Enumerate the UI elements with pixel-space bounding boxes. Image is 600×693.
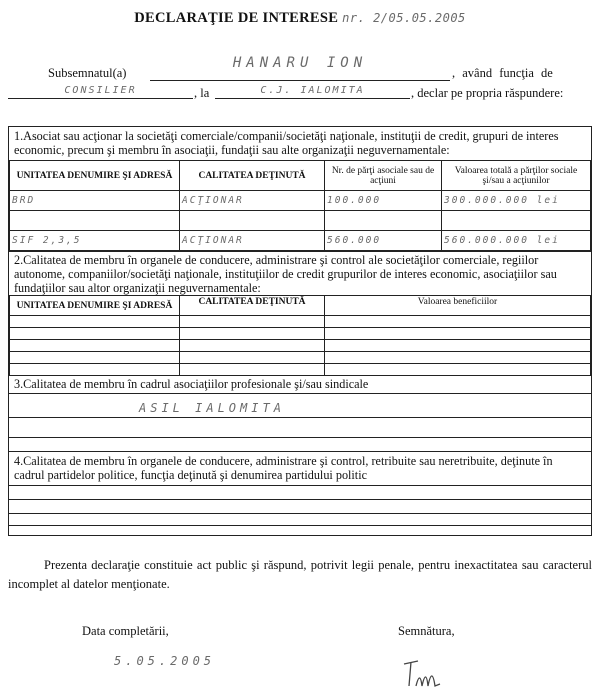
s1-header-calitatea: CALITATEA DEŢINUTĂ <box>180 161 325 191</box>
completion-date: 5.05.2005 <box>114 654 216 668</box>
divider <box>9 451 591 452</box>
section2-table <box>9 295 591 376</box>
declaration-form <box>8 126 592 536</box>
divider <box>9 417 591 418</box>
s1-header-valoarea: Valoarea totală a părţilor sociale şi/sau a acţiunilor <box>442 161 591 191</box>
declarant-institution: C.J. IALOMITA <box>260 85 365 96</box>
s1-row2-quality: ACŢIONAR <box>180 231 325 251</box>
s1-row2-unit: SIF 2,3,5 <box>10 231 180 251</box>
name-field <box>150 54 450 81</box>
divider <box>9 393 591 394</box>
date-label: Data completării, <box>82 624 169 638</box>
legal-statement: Prezenta declaraţie constituie act public şi răspund, potrivit legii penale, pentru inexactitatea sau caracterul incomplet al datelor menţionate. <box>8 558 592 591</box>
s1-header-nr-parti: Nr. de părţi asociale sau de acţiuni <box>325 161 442 191</box>
s2-header-calitatea: CALITATEA DEŢINUTĂ <box>180 296 325 316</box>
label-subsemnatul: Subsemnatul(a) <box>48 66 127 80</box>
declarant-function: CONSILIER <box>64 85 137 96</box>
table-row <box>10 191 591 211</box>
institution-field <box>215 80 410 99</box>
s1-header-unitatea: UNITATEA DENUMIRE ŞI ADRESĂ <box>10 161 180 191</box>
s1-row1-quality: ACŢIONAR <box>180 191 325 211</box>
divider <box>9 485 591 486</box>
divider <box>9 499 591 500</box>
title-text: DECLARAŢIE DE INTERESE <box>134 10 339 26</box>
s1-row2-value: 560.000.000 lei <box>442 231 591 251</box>
label-functia: , având funcţia de <box>452 66 553 80</box>
divider <box>9 437 591 438</box>
document-title <box>0 10 600 27</box>
s2-header-valoarea: Valoarea beneficiilor <box>325 296 591 316</box>
s1-row1-value: 300.000.000 lei <box>442 191 591 211</box>
registration-number: nr. 2/05.05.2005 <box>342 11 466 25</box>
section3-entry: ASIL IALOMITA <box>139 401 285 415</box>
declarant-name: HANARU ION <box>232 55 368 71</box>
s2-header-unitatea: UNITATEA DENUMIRE ŞI ADRESĂ <box>10 296 180 316</box>
signature-mark <box>400 656 444 690</box>
signature-label: Semnătura, <box>398 624 455 638</box>
section2-title: 2.Calitatea de membru în organele de conducere, administrare şi control ale societăţilor comerciale, regiilor autonome, companiilor/societăţi naţionale, instituţiilor de credit grupurilor de interes economic, asociaţiilor sau fundaţiilor sau altor organizaţii neguvernamentale: <box>14 253 557 295</box>
section4-title: 4.Calitatea de membru în organele de conducere, administrare şi control, retribuite sau neretribuite, deţinute în cadrul partidelor politice, funcţia deţinută şi denumirea partidului politic <box>14 454 553 482</box>
divider <box>9 525 591 526</box>
table-row <box>10 231 591 251</box>
function-field <box>8 80 193 99</box>
label-declar: , declar pe propria răspundere: <box>411 86 564 100</box>
s1-row1-shares: 100.000 <box>325 191 442 211</box>
divider <box>9 251 591 252</box>
divider <box>9 513 591 514</box>
label-la: , la <box>194 86 210 100</box>
divider <box>9 375 591 376</box>
section1-title: 1.Asociat sau acţionar la societăţi comerciale/companii/societăţi naţionale, instituţii de credit, grupuri de interes economic, precum şi membru în asociaţii, fundaţii sau alte organizaţii neguvernamentale: <box>14 129 559 157</box>
s1-row1-unit: BRD <box>10 191 180 211</box>
section3-title: 3.Calitatea de membru în cadrul asociaţiilor profesionale şi/sau sindicale <box>14 377 369 391</box>
section1-table <box>9 160 591 251</box>
s1-row2-shares: 560.000 <box>325 231 442 251</box>
